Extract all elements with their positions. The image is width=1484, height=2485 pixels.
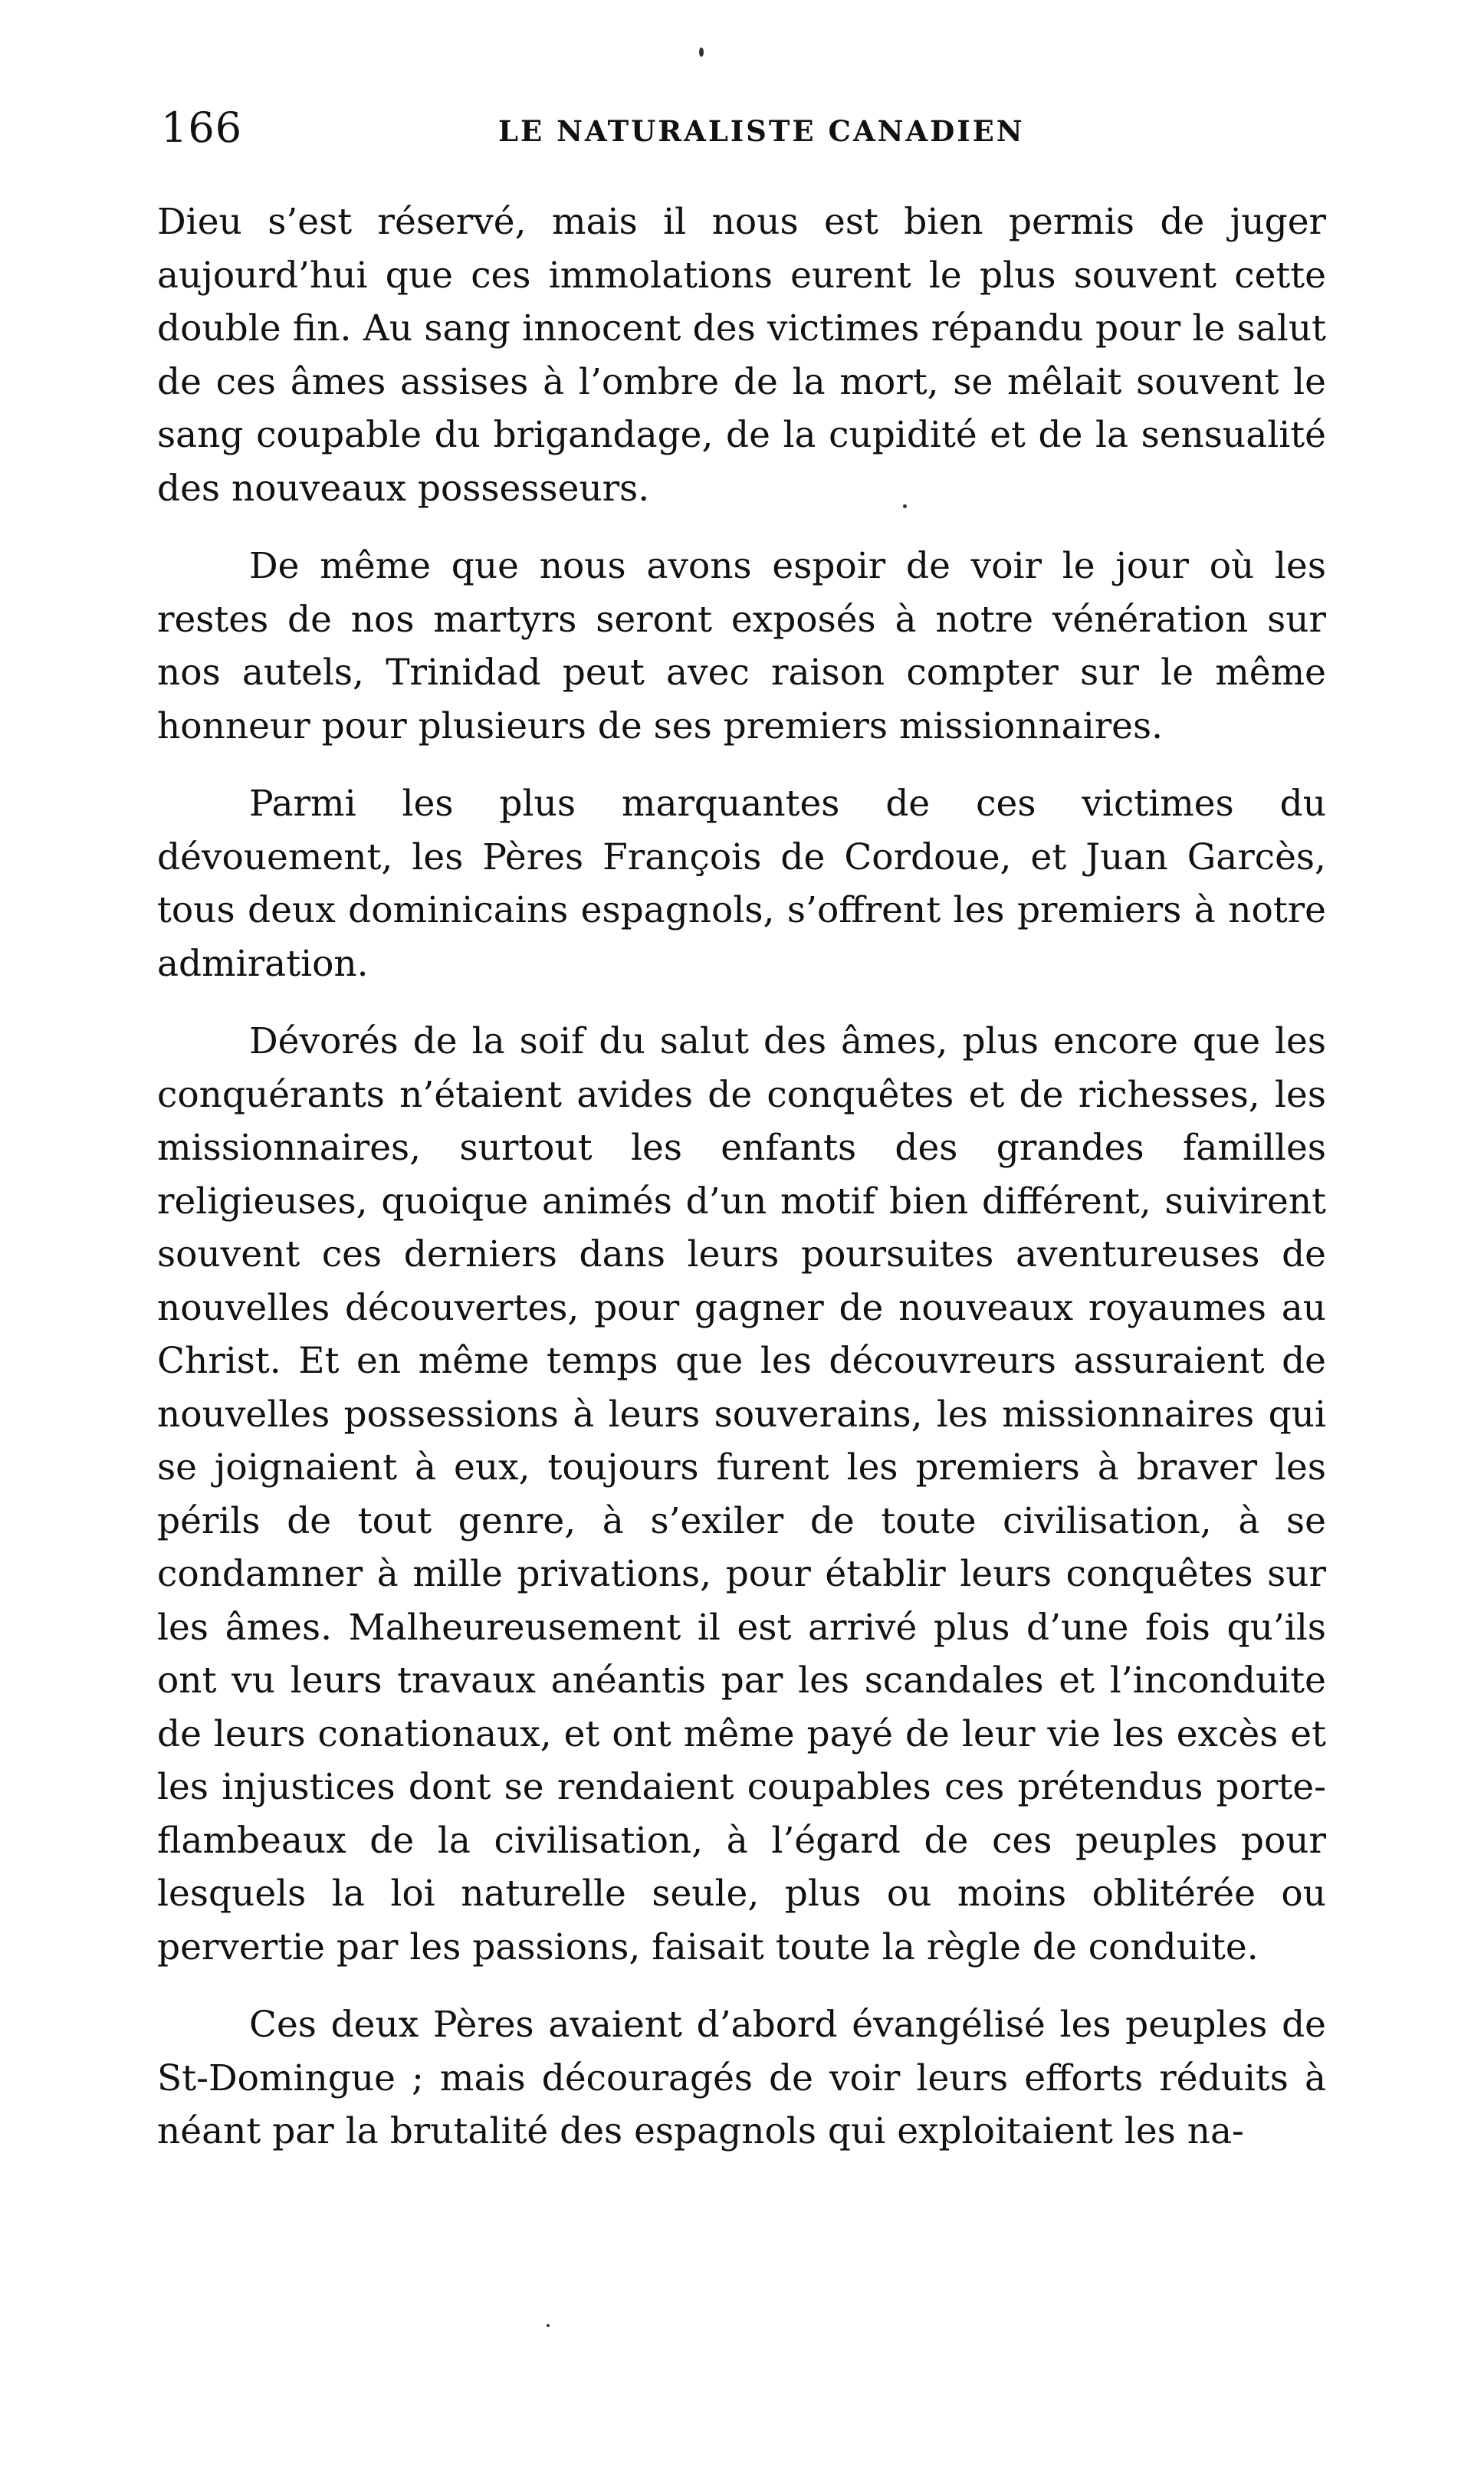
body-text bbox=[157, 195, 1326, 2183]
paragraph-5: Ces deux Pères avaient d’abord évangélisé les peuples de St-Domingue ; mais découragés de voir leurs efforts réduits à néant par la brutalité des espagnols qui exploitaient les na- bbox=[157, 2004, 1326, 2152]
page-number: 166 bbox=[161, 103, 243, 152]
scan-speck bbox=[699, 48, 704, 57]
paragraph-3: Parmi les plus marquantes de ces victimes du dévouement, les Pères François de Cordoue, et Juan Garcès, tous deux dominicains espagnols, s’offrent les premiers à notre admiration. bbox=[157, 783, 1326, 985]
scan-speck bbox=[547, 2324, 550, 2327]
page-header bbox=[161, 103, 1326, 165]
running-title: LE NATURALISTE CANADIEN bbox=[498, 114, 1025, 148]
paragraph-1: Dieu s’est réservé, mais il nous est bien permis de juger aujourd’hui que ces immolations eurent le plus souvent cette double fin. Au sang innocent des victimes répandu pour le salut de ces âmes assises à l’ombre de la mort, se mêlait souvent le sang coupable du brigandage, de la cupidité et de la sensualité des nouveaux possesseurs. bbox=[157, 201, 1326, 510]
paragraph-4: Dévorés de la soif du salut des âmes, plus encore que les conquérants n’étaient avides de conquêtes et de richesses, les missionnaires, surtout les enfants des grandes familles religieuses, quoique animés d’un motif bien différent, suivirent souvent ces derniers dans leurs poursuites aventureuses de nouvelles découvertes, pour gagner de nouveaux royaumes au Christ. Et en même temps que les découvreurs assuraient de nouvelles possessions à leurs souverains, les missionnaires qui se joignaient à eux, toujours furent les premiers à braver les périls de tout genre, à s’exiler de toute civilisation, à se condamner à mille privations, pour établir leurs conquêtes sur les âmes. Malheureusement il est arrivé plus d’une fois qu’ils ont vu leurs travaux anéantis par les scandales et l’inconduite de leurs conationaux, et ont même payé de leur vie les excès et les injustices dont se rendaient coupables ces prétendus porte-flambeaux de la civilisation, à l’égard de ces peuples pour lesquels la loi naturelle seule, plus ou moins oblitérée ou pervertie par les passions, faisait toute la règle de conduite. bbox=[157, 1020, 1326, 1968]
paragraph-2: De même que nous avons espoir de voir le jour où les restes de nos martyrs seront exposés à notre vénération sur nos autels, Trinidad peut avec raison compter sur le même honneur pour plusieurs de ses premiers missionnaires. bbox=[157, 545, 1326, 747]
scan-speck bbox=[903, 504, 907, 508]
